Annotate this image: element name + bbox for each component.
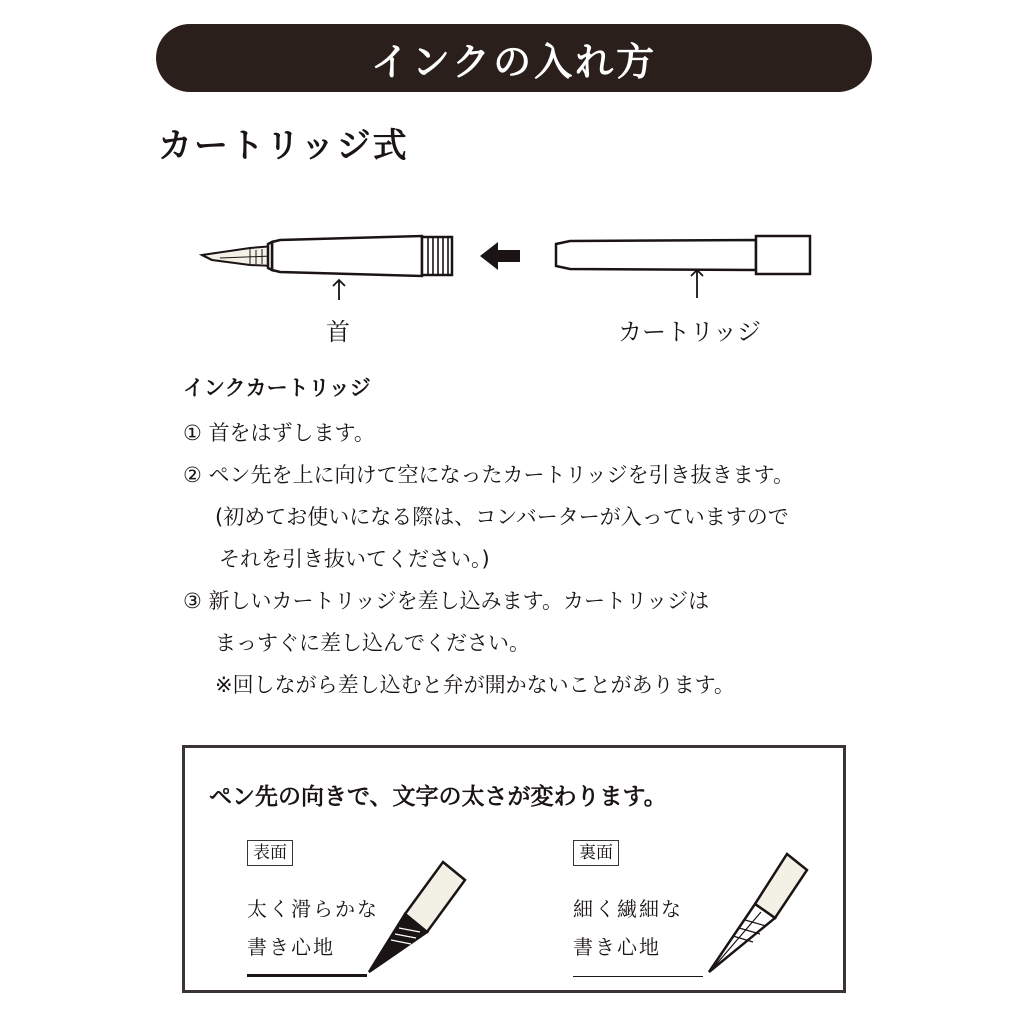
tip-title: ペン先の向きで、文字の太さが変わります。 xyxy=(209,784,667,810)
back-desc-line-1: 細く繊細な xyxy=(573,897,683,921)
neck-label: 首 xyxy=(326,318,350,346)
step-3-note: ※回しながら差し込むと弁が開かないことがあります。 xyxy=(215,673,735,697)
instructions xyxy=(183,372,883,706)
nib-orientation-tip xyxy=(182,745,846,993)
front-desc-line-1: 太く滑らかな xyxy=(247,897,379,921)
cartridge-icon xyxy=(556,236,810,274)
step-2-note-line-1: (初めてお使いになる際は、コンバーターが入っていますので xyxy=(215,505,789,529)
back-face-tag: 裏面 xyxy=(573,840,619,866)
thin-stroke-line xyxy=(573,976,703,977)
back-face-description xyxy=(573,890,683,966)
front-face-description xyxy=(247,890,379,966)
back-nib-icon xyxy=(703,852,813,976)
page-title: インクの入れ方 xyxy=(370,38,658,84)
thick-stroke-line xyxy=(247,974,367,977)
section-heading: カートリッジ式 xyxy=(158,126,409,166)
step-2: ② ペン先を上に向けて空になったカートリッジを引き抜きます。 xyxy=(183,463,794,487)
front-desc-line-2: 書き心地 xyxy=(247,935,335,959)
cartridge-label: カートリッジ xyxy=(618,318,762,346)
step-1: ① 首をはずします。 xyxy=(183,421,375,445)
neck-icon xyxy=(268,236,452,276)
step-3-line-2: まっすぐに差し込んでください。 xyxy=(215,631,530,655)
front-nib-icon xyxy=(361,860,471,980)
front-face-tag: 表面 xyxy=(247,840,293,866)
insert-arrow-icon xyxy=(480,242,520,270)
step-2-note-line-2: それを引き抜いてください。) xyxy=(219,547,490,571)
instructions-subheading: インクカートリッジ xyxy=(183,376,371,400)
cartridge-diagram xyxy=(190,222,830,346)
step-3: ③ 新しいカートリッジを差し込みます。カートリッジは xyxy=(183,589,710,613)
back-desc-line-2: 書き心地 xyxy=(573,935,661,959)
title-banner xyxy=(156,24,872,92)
nib-icon xyxy=(202,246,274,266)
diagram-illustration xyxy=(190,222,830,312)
